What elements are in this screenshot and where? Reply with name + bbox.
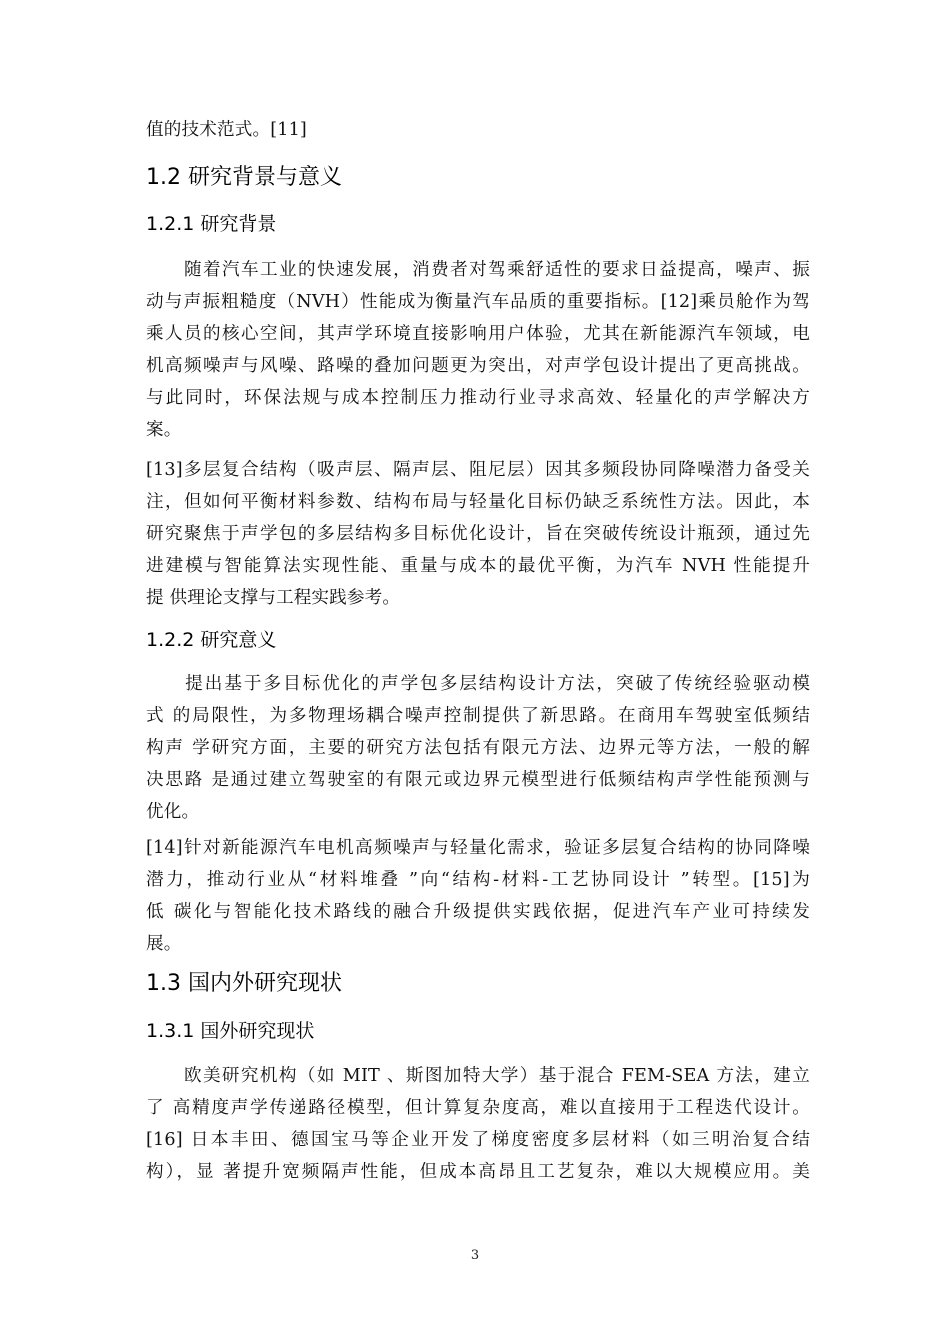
paragraph-line: 潜力，推动行业从“材料堆叠 ”向“结构-材料-工艺协同设计 ”转型。[15]为 (146, 870, 810, 890)
section-heading: 1.2 研究背景与意义 (146, 165, 342, 190)
paragraph-line: [13]多层复合结构（吸声层、隔声层、阻尼层）因其多频段协同降噪潜力备受关 (146, 460, 810, 480)
paragraph-line: 与此同时，环保法规与成本控制压力推动行业寻求高效、轻量化的声学解决方 (146, 388, 810, 408)
paragraph-line: 构声 学研究方面，主要的研究方法包括有限元方法、边界元等方法，一般的解 (146, 738, 810, 758)
paragraph-line: 提出基于多目标优化的声学包多层结构设计方法，突破了传统经验驱动模 (146, 674, 810, 694)
paragraph-line: 欧美研究机构（如 MIT 、斯图加特大学）基于混合 FEM-SEA 方法，建立 (146, 1066, 810, 1086)
paragraph-line: 研究聚焦于声学包的多层结构多目标优化设计，旨在突破传统设计瓶颈，通过先 (146, 524, 810, 544)
paragraph-line: 提 供理论支撑与工程实践参考。 (146, 588, 401, 608)
subsection-heading: 1.2.2 研究意义 (146, 629, 277, 651)
paragraph-line: 随着汽车工业的快速发展，消费者对驾乘舒适性的要求日益提高，噪声、振 (146, 260, 810, 280)
paragraph-line: [14]针对新能源汽车电机高频噪声与轻量化需求，验证多层复合结构的协同降噪 (146, 838, 810, 858)
section-heading: 1.3 国内外研究现状 (146, 971, 342, 996)
paragraph-line: 机高频噪声与风噪、路噪的叠加问题更为突出，对声学包设计提出了更高挑战。 (146, 356, 810, 376)
paragraph-line: 进建模与智能算法实现性能、重量与成本的最优平衡，为汽车 NVH 性能提升 (146, 556, 810, 576)
paragraph-line: 低 碳化与智能化技术路线的融合升级提供实践依据，促进汽车产业可持续发 (146, 902, 810, 922)
subsection-heading: 1.2.1 研究背景 (146, 213, 277, 235)
paragraph-line: [16] 日本丰田、德国宝马等企业开发了梯度密度多层材料（如三明治复合结 (146, 1130, 810, 1150)
paragraph-line: 构），显 著提升宽频隔声性能，但成本高昂且工艺复杂，难以大规模应用。美 (146, 1162, 810, 1182)
paragraph-line: 动与声振粗糙度（NVH）性能成为衡量汽车品质的重要指标。[12]乘员舱作为驾 (146, 292, 810, 312)
paragraph-line: 乘人员的核心空间，其声学环境直接影响用户体验，尤其在新能源汽车领域，电 (146, 324, 810, 344)
paragraph-line: 式 的局限性，为多物理场耦合噪声控制提供了新思路。在商用车驾驶室低频结 (146, 706, 810, 726)
paragraph-line: 注，但如何平衡材料参数、结构布局与轻量化目标仍缺乏系统性方法。因此，本 (146, 492, 810, 512)
paragraph-line: 展。 (146, 934, 182, 954)
paragraph-line: 了 高精度声学传递路径模型，但计算复杂度高，难以直接用于工程迭代设计。 (146, 1098, 810, 1118)
paragraph-line: 案。 (146, 420, 182, 440)
page-number: 3 (470, 1248, 480, 1263)
paragraph-line: 决思路 是通过建立驾驶室的有限元或边界元模型进行低频结构声学性能预测与 (146, 770, 810, 790)
paragraph-line: 值的技术范式。[11] (146, 120, 307, 140)
subsection-heading: 1.3.1 国外研究现状 (146, 1020, 315, 1042)
paragraph-line: 优化。 (146, 802, 200, 822)
